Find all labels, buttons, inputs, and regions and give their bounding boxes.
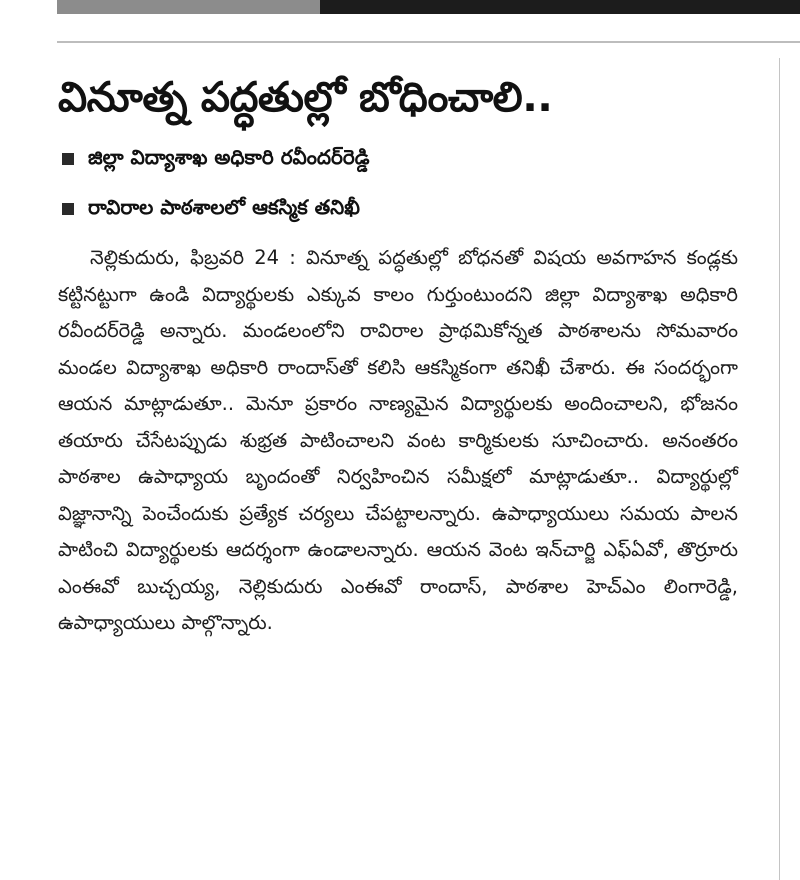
section-divider xyxy=(57,41,800,43)
top-color-bar xyxy=(57,0,800,14)
column-divider xyxy=(779,58,780,880)
headline: వినూత్న పద్ధతుల్లో బోధించాలి.. xyxy=(58,73,553,121)
square-bullet-icon xyxy=(62,203,74,215)
subhead-item xyxy=(58,140,748,178)
news-article xyxy=(58,66,748,661)
subhead-text: జిల్లా విద్యాశాఖ అధికారి రవీందర్‌రెడ్డి xyxy=(88,144,370,169)
top-color-bar-dark xyxy=(320,0,800,14)
subheads xyxy=(58,140,748,228)
subhead-item xyxy=(58,190,748,228)
article-body: నెల్లికుదురు, ఫిబ్రవరి 24 : వినూత్న పద్ధతుల్లో బోధనతో విషయ అవగాహన కండ్లకు కట్టినట్టుగా ఉండి విద్యార్థులకు ఎక్కువ కాలం గుర్తుంటుందని జిల్లా విద్యాశాఖ అధికారి రవీందర్‌రెడ్డి అన్నారు. మండలంలోని రావిరాల ప్రాథమికోన్నత పాఠశాలను సోమవారం మండల విద్యాశాఖ అధికారి రాందాస్‌తో కలిసి ఆకస్మికంగా తనిఖీ చేశారు. ఈ సందర్భంగా ఆయన మాట్లాడుతూ.. మెనూ ప్రకారం నాణ్యమైన విద్యార్థులకు అందించాలని, భోజనం తయారు చేసేటప్పుడు శుభ్రత పాటించాలని వంట కార్మికులకు సూచించారు. అనంతరం పాఠశాల ఉపాధ్యాయ బృందంతో నిర్వహించిన సమీక్షలో మాట్లాడుతూ.. విద్యార్థుల్లో విజ్ఞానాన్ని పెంచేందుకు ప్రత్యేక చర్యలు చేపట్టాలన్నారు. ఉపాధ్యాయులు సమయ పాలన పాటించి విద్యార్థులకు ఆదర్శంగా ఉండాలన్నారు. ఆయన వెంట ఇన్‌చార్జి ఎఫ్‌ఏవో, తొర్రూరు ఎంఈవో బుచ్చయ్య, నెల్లికుదురు ఎంఈవో రాందాస్, పాఠశాల హెచ్‌ఎం లింగారెడ్డి, ఉపాధ్యాయులు పాల్గొన్నారు. xyxy=(58,246,738,634)
subhead-text: రావిరాల పాఠశాలలో ఆకస్మిక తనిఖీ xyxy=(88,194,360,219)
square-bullet-icon xyxy=(62,153,74,165)
